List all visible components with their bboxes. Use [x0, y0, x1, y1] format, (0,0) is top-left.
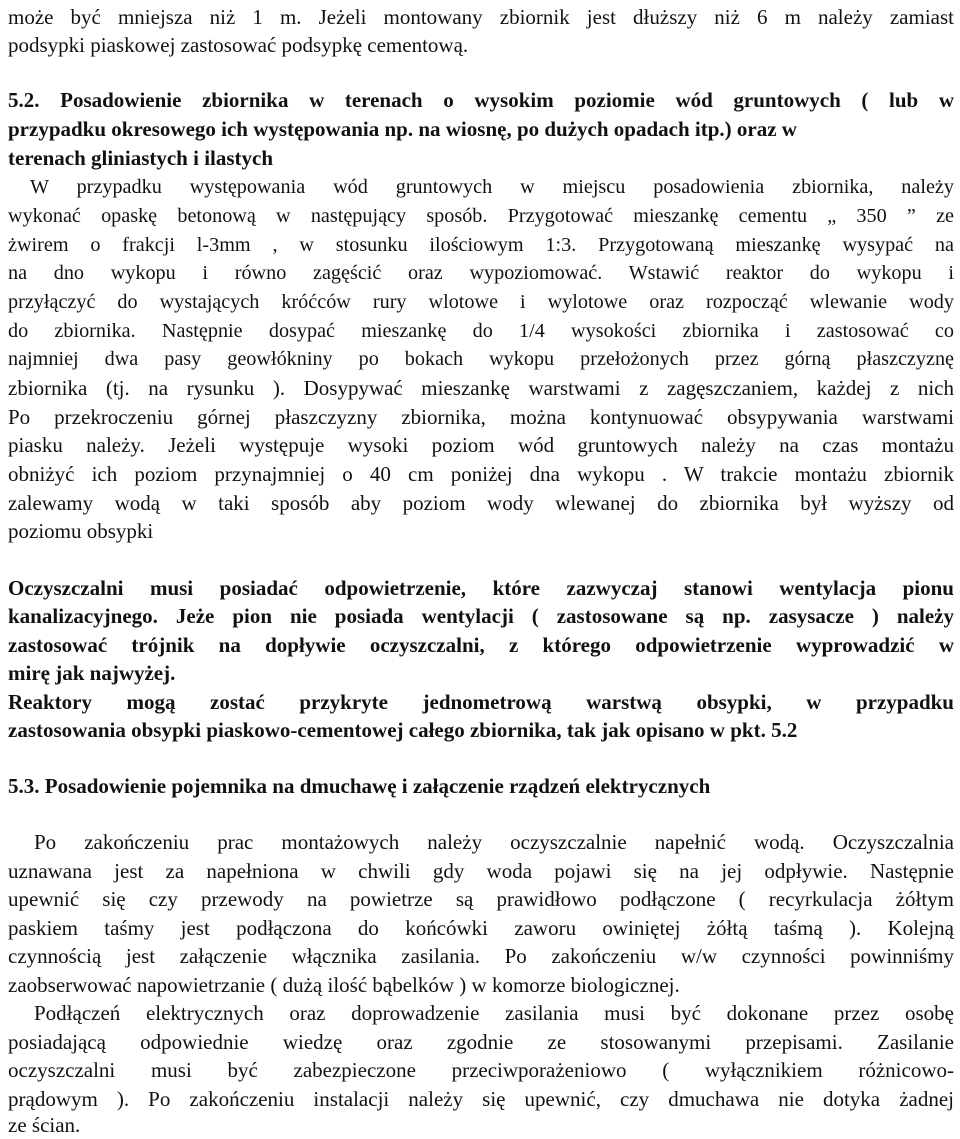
reactor-line: Reaktory mogą zostać przykryte jednometrową warstwą obsypki, w przypadku — [8, 690, 954, 714]
section-5-2-heading-line: przypadku okresowego ich występowania np. na wiosnę, po dużych opadach itp.) oraz w — [8, 117, 797, 141]
section-5-2-body-line: przyłączyć do wystających króćców rury wlotowe i wylotowe oraz rozpocząć wlewanie wody — [8, 291, 954, 313]
reactor-line: zastosowania obsypki piaskowo-cementowej całego zbiornika, tak jak opisano w pkt. 5.2 — [8, 718, 798, 742]
section-5-2-body-line: poziomu obsypki — [8, 519, 154, 543]
section-5-2-heading-line: terenach gliniastych i ilastych — [8, 146, 274, 170]
section-5-2-body-line: na dno wykopu i równo zagęścić oraz wypoziomować. Wstawić reaktor do wykopu i — [8, 262, 954, 284]
section-5-2-body-line: piasku należy. Jeżeli występuje wysoki poziom wód gruntowych należy na czas montażu — [8, 433, 954, 457]
section-5-2-body-line: obniżyć ich poziom przynajmniej o 40 cm poniżej dna wykopu . W trakcie montażu zbiornik — [8, 462, 954, 486]
ventilation-line: kanalizacyjnego. Jeże pion nie posiada wentylacji ( zastosowane są np. zasysacze ) należy — [8, 604, 954, 628]
ventilation-line: Oczyszczalni musi posiadać odpowietrzenie, które zazwyczaj stanowi wentylacja pionu — [8, 576, 954, 600]
section-5-3-paragraph-line: prądowym ). Po zakończeniu instalacji należy się upewnić, czy dmuchawa nie dotyka żadnej — [8, 1087, 954, 1111]
section-5-3-paragraph-line: paskiem taśmy jest podłączona do końcówki zaworu owiniętej żółtą taśmą ). Kolejną — [8, 916, 954, 940]
section-5-3-paragraph-line: uznawana jest za napełniona w chwili gdy woda pojawi się na jej odpływie. Następnie — [8, 859, 954, 883]
section-5-2-body-line: W przypadku występowania wód gruntowych w miejscu posadowienia zbiornika, należy — [30, 176, 954, 198]
section-5-3-paragraph-line: posiadającą odpowiednie wiedzę oraz zgodnie ze stosowanymi przepisami. Zasilanie — [8, 1030, 954, 1054]
ventilation-line: zastosować trójnik na dopływie oczyszczalni, z którego odpowietrzenie wyprowadzić w — [8, 633, 954, 657]
section-5-3-paragraph-line: Podłączeń elektrycznych oraz doprowadzenie zasilania musi być dokonane przez osobę — [34, 1001, 954, 1025]
section-5-3-heading: 5.3. Posadowienie pojemnika na dmuchawę i załączenie rządzeń elektrycznych — [8, 774, 711, 798]
section-5-3-paragraph-line: oczyszczalni musi być zabezpieczone przeciwporażeniowo ( wyłącznikiem różnicowo- — [8, 1058, 954, 1082]
section-5-3-paragraph-line: czynnością jest załączenie włącznika zasilania. Po zakończeniu w/w czynności powinniśmy — [8, 944, 954, 968]
section-5-2-body-line: zalewamy wodą w taki sposób aby poziom wody wlewanej do zbiornika był wyższy od — [8, 491, 954, 515]
section-5-2-body-line: wykonać opaskę betonową w następujący sposób. Przygotować mieszankę cementu „ 350 ” ze — [8, 205, 954, 227]
section-5-2-body-line: zbiornika (tj. na rysunku ). Dosypywać mieszankę warstwami z zagęszczaniem, każdej z nich — [8, 376, 954, 400]
ventilation-line: mirę jak najwyżej. — [8, 661, 176, 685]
section-5-2-body-line: najmniej dwa pasy geowłókniny po bokach wykopu przełożonych przez górną płaszczyznę — [8, 348, 954, 370]
section-5-3-paragraph-line: Po zakończeniu prac montażowych należy oczyszczalnie napełnić wodą. Oczyszczalnia — [34, 830, 954, 854]
section-5-2-heading-line: 5.2. Posadowienie zbiornika w terenach o wysokim poziomie wód gruntowych ( lub w — [8, 88, 954, 112]
section-5-3-paragraph-line: ze ścian. — [8, 1113, 81, 1137]
section-5-3-paragraph-line: zaobserwować napowietrzanie ( dużą ilość bąbelków ) w komorze biologicznej. — [8, 973, 680, 997]
section-5-2-body-line: Po przekroczeniu górnej płaszczyzny zbiornika, można kontynuować obsypywania warstwami — [8, 405, 954, 429]
intro-line: może być mniejsza niż 1 m. Jeżeli montowany zbiornik jest dłuższy niż 6 m należy zamiast — [8, 5, 954, 29]
section-5-2-body-line: żwirem o frakcji l-3mm , w stosunku ilościowym 1:3. Przygotowaną mieszankę wysypać na — [8, 234, 954, 256]
intro-line: podsypki piaskowej zastosować podsypkę cementową. — [8, 33, 469, 57]
section-5-3-paragraph-line: upewnić się czy przewody na powietrze są prawidłowo podłączone ( recyrkulacja żółtym — [8, 887, 954, 911]
section-5-2-body-line: do zbiornika. Następnie dosypać mieszankę do 1/4 wysokości zbiornika i zastosować co — [8, 320, 954, 342]
